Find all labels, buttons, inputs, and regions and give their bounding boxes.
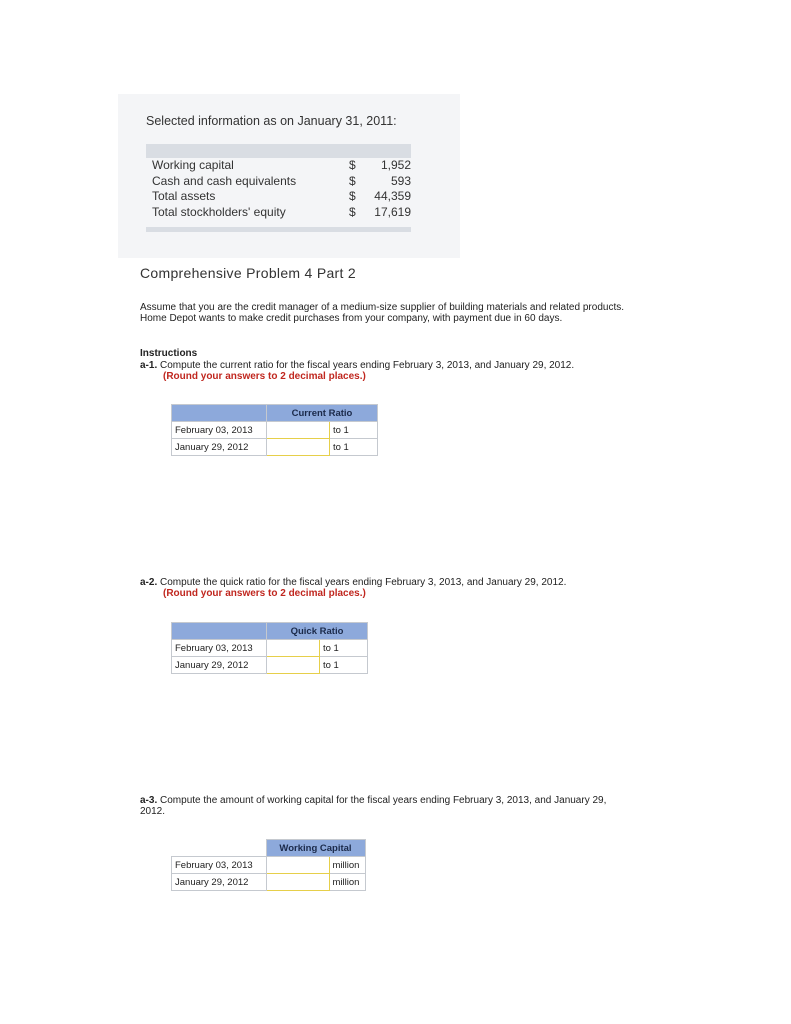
info-row-total-assets bbox=[146, 189, 411, 205]
quick-ratio-2012-input-cell[interactable] bbox=[267, 657, 320, 674]
row-label: January 29, 2012 bbox=[172, 439, 267, 456]
quick-ratio-header: Quick Ratio bbox=[267, 623, 368, 640]
current-ratio-2013-input[interactable] bbox=[267, 422, 329, 438]
info-label: Working capital bbox=[152, 158, 234, 172]
question-a2 bbox=[140, 577, 624, 599]
working-capital-header: Working Capital bbox=[266, 840, 365, 857]
question-text: Compute the quick ratio for the fiscal years ending February 3, 2013, and January 29, 2012. bbox=[160, 577, 567, 588]
table-corner bbox=[172, 623, 267, 640]
info-label: Total stockholders' equity bbox=[152, 204, 286, 219]
current-ratio-header: Current Ratio bbox=[267, 405, 378, 422]
table-corner bbox=[172, 840, 267, 857]
working-capital-2012-input[interactable] bbox=[267, 874, 329, 890]
row-label: February 03, 2013 bbox=[172, 640, 267, 657]
info-value: 17,619 bbox=[374, 204, 411, 219]
info-value: 1,952 bbox=[380, 158, 411, 172]
table-row bbox=[172, 657, 368, 674]
unit-label: to 1 bbox=[330, 439, 378, 456]
current-ratio-2012-input[interactable] bbox=[267, 439, 329, 455]
question-text: Compute the amount of working capital for the fiscal years ending February 3, 2013, and January 29, 2012. bbox=[140, 795, 607, 817]
info-table bbox=[146, 144, 411, 232]
table-corner bbox=[172, 405, 267, 422]
table-row bbox=[172, 640, 368, 657]
working-capital-2013-input-cell[interactable] bbox=[266, 857, 329, 874]
problem-title: Comprehensive Problem 4 Part 2 bbox=[140, 265, 356, 281]
question-tag: a-3. bbox=[140, 795, 158, 806]
table-row bbox=[172, 874, 366, 891]
currency: $ bbox=[349, 189, 356, 203]
info-table-footer bbox=[146, 227, 411, 232]
row-label: January 29, 2012 bbox=[172, 874, 267, 891]
currency: $ bbox=[349, 173, 356, 188]
working-capital-2013-input[interactable] bbox=[267, 857, 329, 873]
quick-ratio-table bbox=[171, 622, 368, 674]
unit-label: to 1 bbox=[330, 422, 378, 439]
table-row bbox=[172, 422, 378, 439]
row-label: January 29, 2012 bbox=[172, 657, 267, 674]
quick-ratio-2013-input[interactable] bbox=[267, 640, 319, 656]
instructions-heading: Instructions bbox=[140, 348, 198, 359]
info-row-cash bbox=[146, 174, 411, 190]
current-ratio-2013-input-cell[interactable] bbox=[267, 422, 330, 439]
selected-information-card bbox=[118, 94, 460, 258]
currency: $ bbox=[349, 204, 356, 219]
info-row-working-capital bbox=[146, 158, 411, 174]
unit-label: million bbox=[329, 857, 365, 874]
question-text: Compute the current ratio for the fiscal years ending February 3, 2013, and January 29, 2012. bbox=[160, 360, 575, 371]
rounding-note: (Round your answers to 2 decimal places.) bbox=[163, 371, 366, 382]
problem-intro: Assume that you are the credit manager of a medium-size supplier of building materials and related products. Home Depot wants to make credit purchases from your company, with payment due in 60 days. bbox=[140, 302, 624, 324]
unit-label: million bbox=[329, 874, 365, 891]
question-a1 bbox=[140, 360, 624, 382]
info-table-header bbox=[146, 144, 411, 158]
unit-label: to 1 bbox=[320, 657, 368, 674]
current-ratio-2012-input-cell[interactable] bbox=[267, 439, 330, 456]
info-value: 44,359 bbox=[374, 189, 411, 203]
info-label: Total assets bbox=[152, 189, 216, 203]
quick-ratio-2012-input[interactable] bbox=[267, 657, 319, 673]
question-tag: a-2. bbox=[140, 577, 158, 588]
row-label: February 03, 2013 bbox=[172, 422, 267, 439]
question-tag: a-1. bbox=[140, 360, 158, 371]
question-a3 bbox=[140, 795, 624, 817]
table-row bbox=[172, 857, 366, 874]
currency: $ bbox=[349, 158, 356, 172]
info-row-equity bbox=[146, 205, 411, 221]
working-capital-table bbox=[171, 839, 366, 891]
quick-ratio-2013-input-cell[interactable] bbox=[267, 640, 320, 657]
info-label: Cash and cash equivalents bbox=[152, 173, 297, 188]
working-capital-2012-input-cell[interactable] bbox=[266, 874, 329, 891]
current-ratio-table bbox=[171, 404, 378, 456]
info-title: Selected information as on January 31, 2011: bbox=[146, 114, 397, 128]
info-value: 593 bbox=[390, 173, 411, 188]
row-label: February 03, 2013 bbox=[172, 857, 267, 874]
table-row bbox=[172, 439, 378, 456]
rounding-note: (Round your answers to 2 decimal places.) bbox=[163, 588, 366, 599]
unit-label: to 1 bbox=[320, 640, 368, 657]
